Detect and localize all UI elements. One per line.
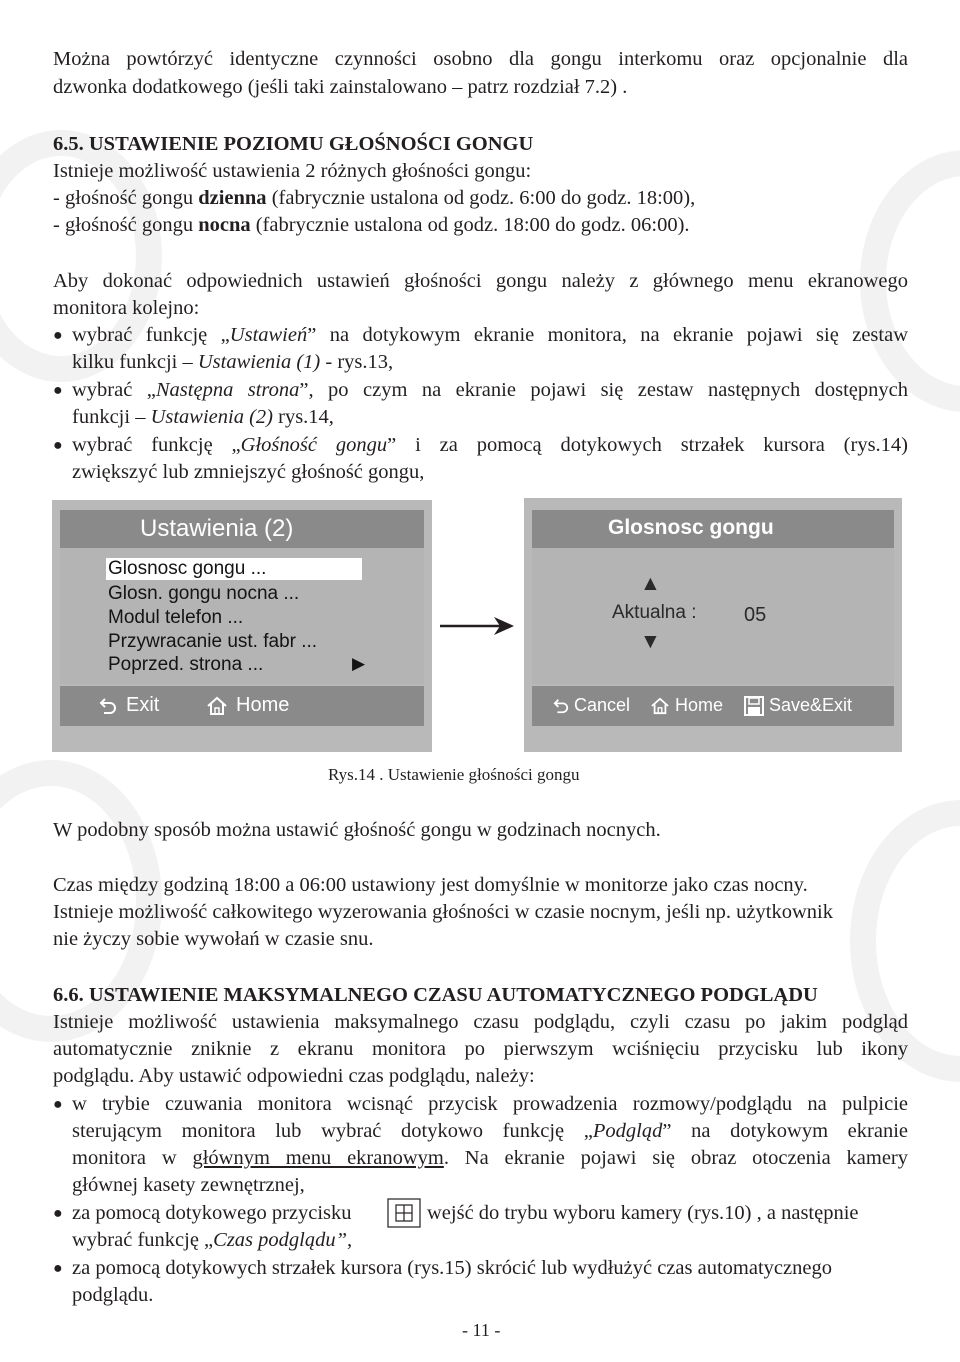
save-icon — [744, 696, 764, 716]
s66-bullet-2-line-1b: wejść do trybu wyboru kamery (rys.10) , a następnie — [427, 1202, 859, 1224]
settings-bottom-bar — [60, 686, 424, 726]
bullet-marker: ● — [53, 382, 63, 399]
s66-bullet-2-line-1a: za pomocą dotykowego przycisku — [72, 1202, 352, 1224]
bullet-3-line-1: wybrać funkcję „Głośność gongu” i za pomocą dotykowych strzałek kursora (rys.14) — [72, 434, 908, 456]
s66-bullet-1-line-4: głównej kasety zewnętrznej, — [72, 1174, 305, 1196]
section-6-6-line-1: Istnieje możliwość ustawienia maksymalnego czasu podglądu, czyli czasu po jakim podgląd — [53, 1011, 908, 1033]
s66-bullet-3-line-1: za pomocą dotykowych strzałek kursora (rys.15) skrócić lub wydłużyć czas automatycznego — [72, 1257, 832, 1279]
current-volume-value: 05 — [744, 604, 767, 626]
volume-up-arrow-icon[interactable]: ▲ — [640, 572, 661, 595]
section-heading-6-5: 6.5. USTAWIENIE POZIOMU GŁOŚNOŚCI GONGU — [53, 133, 534, 155]
menu-item-factory-reset[interactable]: Przywracanie ust. fabr ... — [108, 631, 318, 652]
menu-item-gong-volume[interactable]: Glosnosc gongu ... — [108, 558, 267, 579]
bullet-2-line-2: funkcji – Ustawienia (2) rys.14, — [72, 406, 334, 428]
menu-item-phone-module[interactable]: Modul telefon ... — [108, 607, 244, 628]
section-6-5-line-1: Istnieje możliwość ustawienia 2 różnych głośności gongu: — [53, 160, 532, 182]
exit-label: Exit — [126, 694, 160, 716]
home-icon — [650, 697, 670, 715]
gong-volume-panel — [532, 548, 894, 684]
bullet-marker: ● — [53, 1096, 63, 1113]
menu-item-night-gong-volume[interactable]: Glosn. gongu nocna ... — [108, 583, 300, 604]
section-6-6-line-2: automatycznie zniknie z ekranu monitora po pierwszym wciśnięciu przycisku lub ikony — [53, 1038, 908, 1060]
night-volume-line: - głośność gongu nocna (fabrycznie ustalona od godz. 18:00 do godz. 06:00). — [53, 214, 690, 236]
bullet-marker: ● — [53, 327, 63, 344]
gong-volume-screen — [524, 498, 902, 752]
home-button[interactable] — [650, 695, 723, 716]
volume-down-arrow-icon[interactable]: ▼ — [640, 630, 661, 653]
home-label: Home — [236, 694, 290, 716]
bullet-2-line-1: wybrać „Następna strona”, po czym na ekranie pojawi się zestaw następnych dostępnych — [72, 379, 909, 401]
home-label: Home — [675, 695, 724, 715]
gong-volume-bottom-bar — [532, 686, 894, 726]
night-time-line-1: Czas między godziną 18:00 a 06:00 ustawiony jest domyślnie w monitorze jako czas nocny. — [53, 874, 808, 896]
night-time-line-2: Istnieje możliwość całkowitego wyzerowania głośności w czasie nocnym, jeśli np. użytkownik — [53, 901, 833, 923]
settings-screen — [52, 500, 432, 752]
settings-menu-panel — [60, 548, 424, 684]
bullet-1-line-2: kilku funkcji – Ustawienia (1) - rys.13, — [72, 351, 394, 373]
home-icon — [206, 696, 228, 716]
camera-grid-icon — [387, 1198, 421, 1228]
section-heading-6-6: 6.6. USTAWIENIE MAKSYMALNEGO CZASU AUTOMATYCZNEGO PODGLĄDU — [53, 984, 818, 1006]
night-volume-note: W podobny sposób można ustawić głośność gongu w godzinach nocnych. — [53, 819, 661, 841]
bullet-marker: ● — [53, 1260, 63, 1277]
s66-bullet-1-line-2: sterującym monitora lub wybrać dotykowo funkcję „Podgląd” na dotykowym ekranie — [72, 1120, 908, 1142]
back-arrow-icon — [552, 698, 570, 714]
bullet-3-line-2: zwiększyć lub zmniejszyć głośność gongu, — [72, 461, 425, 483]
cancel-button[interactable] — [552, 695, 630, 716]
page-number: - 11 - — [462, 1320, 501, 1340]
save-exit-label: Save&Exit — [769, 695, 853, 715]
s66-bullet-1-line-3: monitora w głównym menu ekranowym. Na ekranie pojawi się obraz otoczenia kamery — [72, 1147, 909, 1169]
settings-title: Ustawienia (2) — [140, 515, 294, 542]
instruction-line-2: monitora kolejno: — [53, 297, 200, 319]
instruction-line-1: Aby dokonać odpowiednich ustawień głośności gongu należy z głównego menu ekranowego — [53, 270, 908, 292]
s66-bullet-2-line-2: wybrać funkcję „Czas podglądu”, — [72, 1229, 353, 1251]
cancel-label: Cancel — [574, 695, 631, 715]
exit-button[interactable] — [98, 694, 159, 717]
bullet-1-line-1: wybrać funkcję „Ustawień” na dotykowym ekranie monitora, na ekranie pojawi się zestaw — [72, 324, 909, 346]
intro-line-1: Można powtórzyć identyczne czynności osobno dla gongu interkomu oraz opcjonalnie dla — [53, 48, 908, 70]
gong-volume-title: Glosnosc gongu — [608, 516, 774, 539]
intro-line-2: dzwonka dodatkowego (jeśli taki zainstalowano – patrz rozdział 7.2) . — [53, 76, 628, 98]
night-time-line-3: nie życzy sobie wywołań w czasie snu. — [53, 928, 374, 950]
right-arrow-icon — [438, 614, 518, 638]
gong-volume-title-bar — [532, 510, 894, 548]
s66-bullet-3-line-2: podglądu. — [72, 1284, 154, 1306]
bullet-marker: ● — [53, 1205, 63, 1222]
bullet-marker: ● — [53, 437, 63, 454]
current-volume-label: Aktualna : — [612, 602, 697, 623]
back-arrow-icon — [98, 697, 118, 715]
s66-bullet-1-line-1: w trybie czuwania monitora wcisnąć przycisk prowadzenia rozmowy/podglądu na pulpicie — [72, 1093, 908, 1115]
menu-item-previous-page[interactable]: Poprzed. strona ... — [108, 654, 264, 675]
day-volume-line: - głośność gongu dzienna (fabrycznie ustalona od godz. 6:00 do godz. 18:00), — [53, 187, 696, 209]
figure-caption: Rys.14 . Ustawienie głośności gongu — [328, 765, 580, 784]
home-button[interactable] — [206, 694, 289, 717]
section-6-6-line-3: podglądu. Aby ustawić odpowiedni czas podglądu, należy: — [53, 1065, 535, 1087]
save-exit-button[interactable] — [744, 695, 852, 716]
next-arrow-icon[interactable]: ▶ — [352, 654, 366, 673]
settings-title-bar — [60, 510, 424, 548]
